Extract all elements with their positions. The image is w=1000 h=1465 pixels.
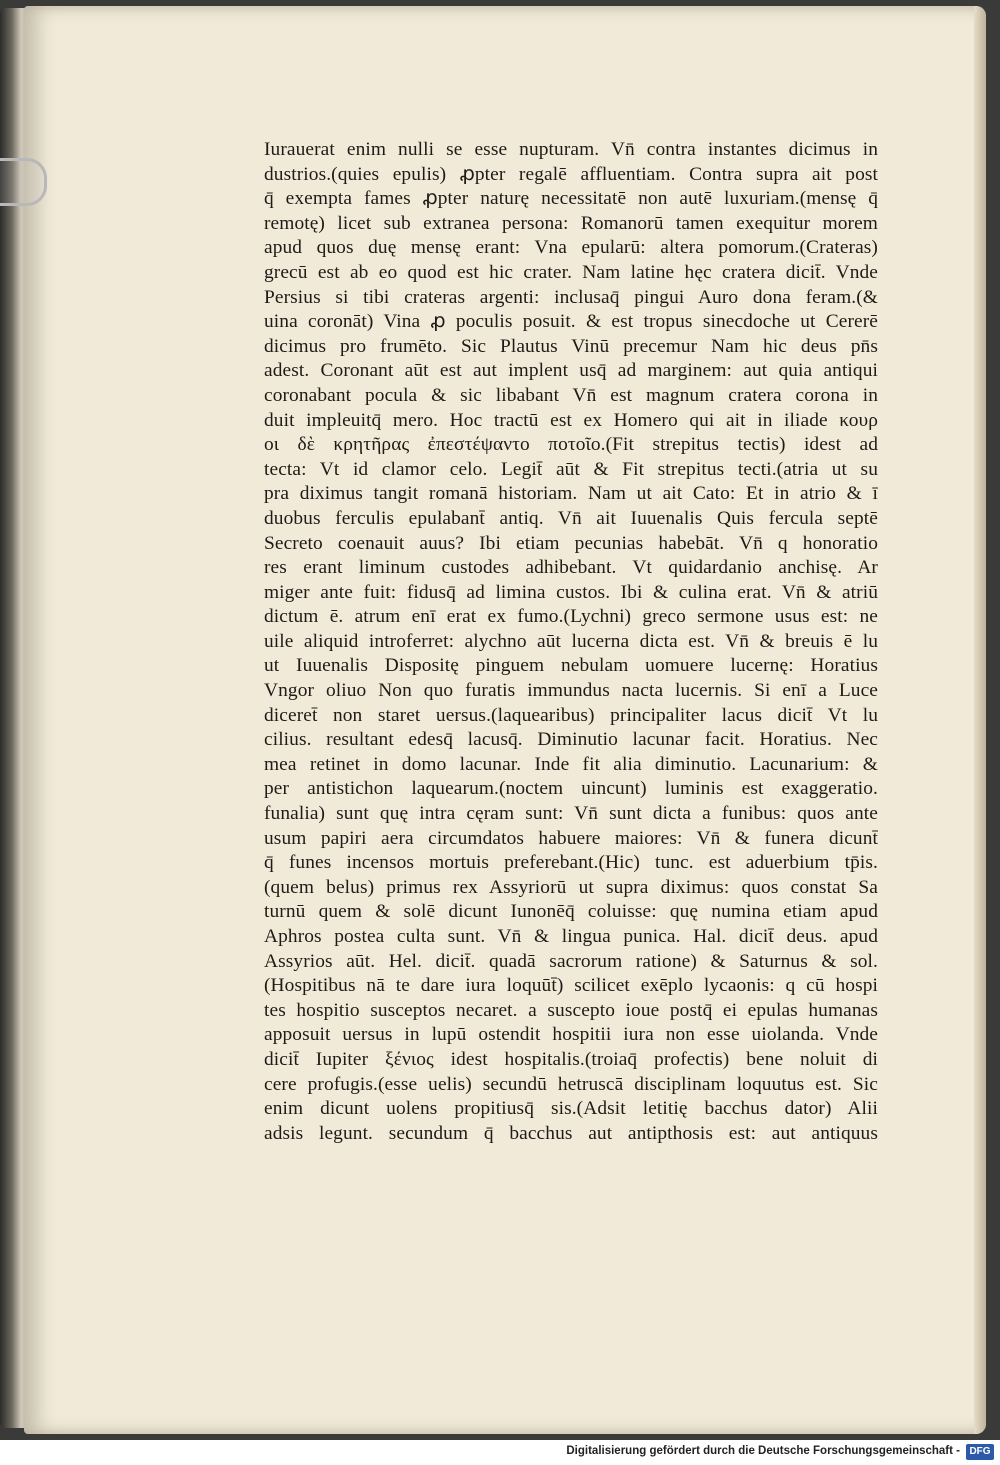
text-line: Secreto coenauit auus? Ibi etiam pecunias habebāt. Vn̄ q honoratio [264,532,878,554]
text-line: cilius. resultant edesq̄ lacusq̄. Diminutio lacunar facit. Horatius. Nec [264,729,878,751]
footer-bar [0,1440,1000,1465]
text-line: grecū est ab eo quod est hic crater. Nam latine hęc cratera dicit̄. Vnde [264,261,878,283]
text-line: turnū quem & solē dicunt Iunonēq̄ coluisse: quę numina etiam apud [264,901,878,923]
funding-credit: Digitalisierung gefördert durch die Deutsche Forschungsgemeinschaft - [566,1445,960,1457]
text-line: (quem belus) primus rex Assyriorū ut supra diximus: quos constat Sa [264,876,878,898]
text-line: uina coronāt) Vina ꝓ poculis posuit. & est tropus sinecdoche ut Cererē [264,311,878,333]
text-line: pra diximus tangit romanā historiam. Nam ut ait Cato: Et in atrio & ī [264,483,878,505]
text-line: duit impleuitq̄ mero. Hoc tractū est ex Homero qui ait in iliade κουρ [264,409,878,431]
text-line: diceret̄ non staret uersus.(laquearibus) principaliter lacus dicit̄ Vt lu [264,704,878,726]
text-line: tes hospitio susceptos necaret. a suscepto ioue postq̄ ei epulas humanas [264,999,878,1021]
text-line: duobus ferculis epulabant̄ antiq. Vn̄ ait Iuuenalis Quis fercula septē [264,507,878,529]
text-line: coronabant pocula & sic libabant Vn̄ est magnum cratera corona in [264,384,878,406]
text-line: cere profugis.(esse uelis) secundū hetruscā disciplinam loquutus est. Sic [264,1073,878,1095]
text-line: adsis legunt. secundum q̄ bacchus aut antipthosis est: aut antiquus [264,1122,878,1144]
text-line: funalia) sunt quę intra cęram sunt: Vn̄ sunt dicta a funibus: quos ante [264,803,878,825]
text-line: per antistichon laquearum.(noctem uincunt) luminis est exaggeratio. [264,778,878,800]
text-line: mea retinet in domo lacunar. Inde fit alia diminutio. Lacunarium: & [264,753,878,775]
incunabula-text-block [264,138,878,1146]
text-line: dustrios.(quies epulis) ꝓpter regalē affluentiam. Contra supra ait post [264,163,878,185]
text-line: Aphros postea culta sunt. Vn̄ & lingua punica. Hal. dicit̄ deus. apud [264,926,878,947]
text-line: usum papiri aera circumdatos habuere maiores: Vn̄ & funera dicunt̄ [264,827,878,849]
text-line: Iurauerat enim nulli se esse nupturam. Vn̄ contra instantes dicimus in [264,139,878,160]
text-line: uile aliquid introferret: alychno aūt lucerna dicta est. Vn̄ & breuis ē lu [264,630,878,652]
text-line: (Hospitibus nā te dare iura loquūt̄) scilicet exēplo lycaonis: q cū hospi [264,975,878,997]
text-line: res erant liminum custodes adhibebant. Vt quidardanio anchisę. Ar [264,557,878,579]
page-clip [0,158,47,206]
text-line: enim dicunt uolens propitiusq̄ sis.(Adsit letitię bacchus dator) Alii [264,1098,878,1120]
text-line: dictum ē. atrum enī erat ex fumo.(Lychni) greco sermone usus est: ne [264,606,878,628]
text-line: tecta: Vt id clamor celo. Legit̄ aūt & Fit strepitus tecti.(atria ut su [264,458,878,480]
text-line: apposuit uersus in lupū ostendit hospitii iura non esse uiolanda. Vnde [264,1024,878,1046]
text-line: remotę) licet sub extranea persona: Romanorū tamen exequitur morem [264,212,878,234]
text-line: dicimus pro frumēto. Sic Plautus Vinū precemur Nam hic deus pn̄s [264,335,878,357]
text-line: Persius si tibi crateras argenti: inclusaq̄ pingui Auro dona feram.(& [264,286,878,308]
text-line: ut Iuuenalis Dispositę pinguem nebulam uomuere lucernę: Horatius [264,655,878,677]
text-line: Assyrios aūt. Hel. dicit̄. quadā sacrorum ratione) & Saturnus & sol. [264,950,878,972]
text-line: miger ante fuit: fidusq̄ ad limina custos. Ibi & culina erat. Vn̄ & atriū [264,581,878,603]
text-line: q̄ exempta fames ꝓpter naturę necessitatē non autē luxuriam.(mensę q̄ [264,188,878,210]
text-line: q̄ funes incensos mortuis preferebant.(Hic) tunc. est aduerbium tp̄is. [264,852,878,874]
text-line: adest. Coronant aūt est aut implent usq̄ ad marginem: aut quia antiqui [264,360,878,382]
page-edge [974,6,986,1434]
text-line: Vngor oliuo Non quo furatis immundus nacta lucernis. Si enī a Luce [264,680,878,702]
text-line: dicit̄ Iupiter ξένιος idest hospitalis.(troiaq̄ profectis) bene noluit di [264,1048,878,1070]
text-line: apud quos duę mensę erant: Vna epularū: altera pomorum.(Crateras) [264,237,878,259]
dfg-logo: DFG [966,1444,994,1460]
text-line: οι δὲ κρητῆρας ἐπεστέψαντο ποτοῖο.(Fit strepitus tectis) idest ad [264,434,878,456]
